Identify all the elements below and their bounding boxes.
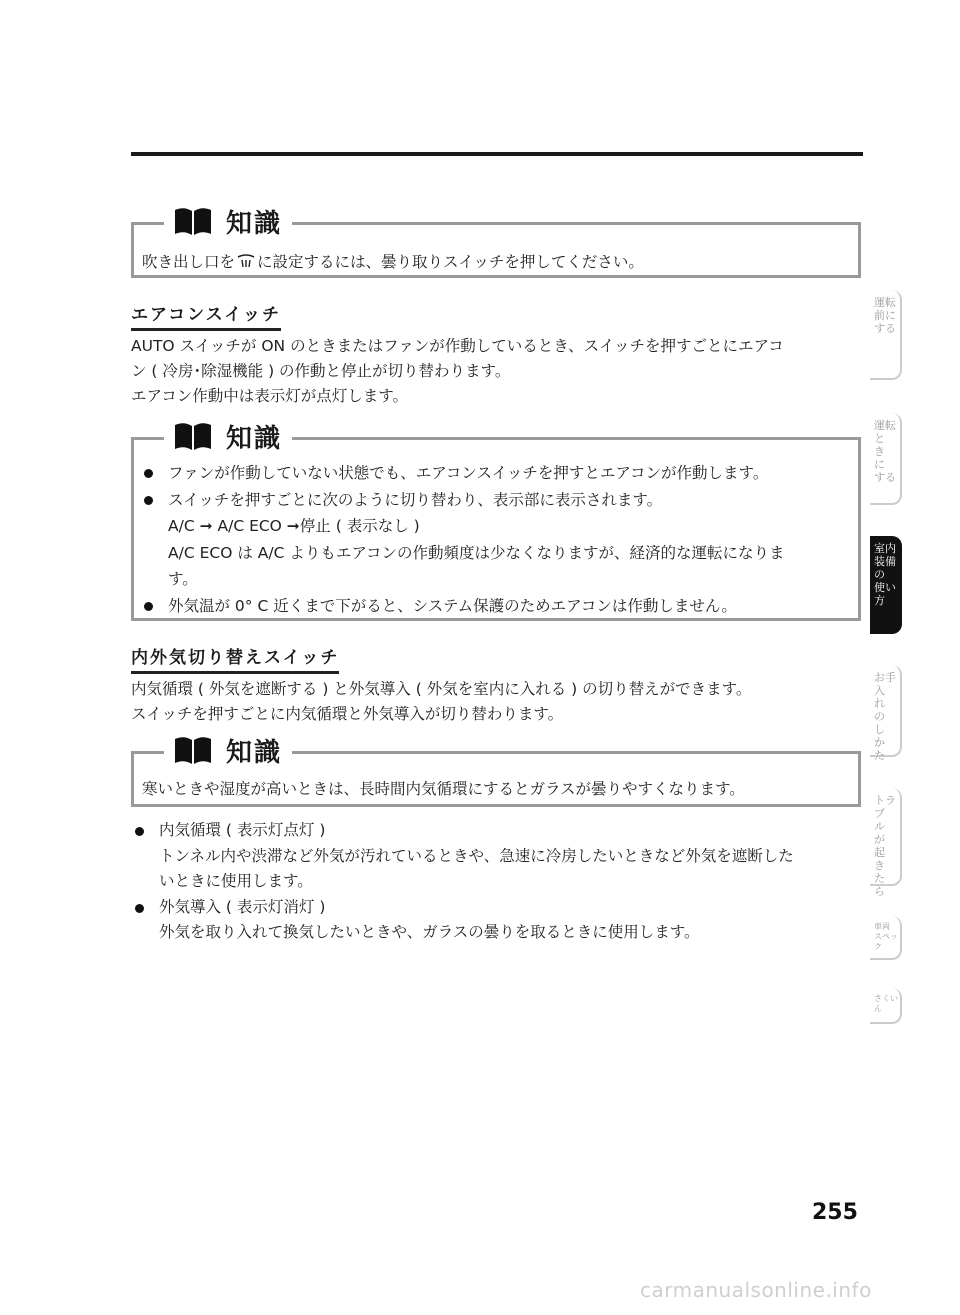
- mode-bullet: [131, 895, 866, 921]
- defroster-icon: [237, 254, 255, 268]
- recirculation-line-2: スイッチを押すごとに内気循環と外気導入が切り替わります。: [131, 705, 564, 723]
- tab-label: 車両 スペック: [874, 922, 898, 951]
- page-number: 255: [812, 1200, 858, 1225]
- section-heading-recirculation-switch: 内外気切り替えスイッチ: [131, 643, 339, 674]
- open-book-icon: [174, 206, 212, 236]
- bullet-dot: [135, 904, 144, 913]
- knowledge-bullet: [140, 593, 855, 620]
- tab-label: トラブ ル が 起 き た ら: [874, 794, 896, 898]
- bullet-dot: [144, 469, 153, 478]
- open-book-icon: [174, 735, 212, 765]
- mode-sequence: A/C ➞ A/C ECO ➞停止 ( 表示なし ): [168, 517, 420, 535]
- tab-vehicle-specs[interactable]: [870, 916, 902, 960]
- aircon-line-3: エアコン作動中は表示灯が点灯します。: [131, 387, 408, 405]
- bullet-text: 内気循環 ( 表示灯点灯 ): [159, 821, 326, 839]
- tab-before-driving[interactable]: [870, 290, 902, 380]
- eco-note-line-1: A/C ECO は A/C よりもエアコンの作動頻度は少なくなりますが、経済的な運転になりま: [168, 543, 785, 562]
- tab-label: さくいん: [874, 994, 898, 1013]
- tab-while-driving[interactable]: [870, 413, 902, 505]
- tab-label: 室内 装備 の 使い 方: [874, 542, 896, 607]
- tab-maintenance[interactable]: [870, 665, 902, 762]
- recirculation-line-1: 内気循環 ( 外気を遮断する ) と外気導入 ( 外気を室内に入れる ) の切り替えができます。: [131, 680, 752, 698]
- knowledge-text-b: に設定するには、曇り取りスイッチを押してください。: [257, 253, 644, 271]
- open-book-icon: [174, 421, 212, 451]
- knowledge-header: [164, 199, 292, 243]
- bullet-text: ファンが作動していない状態でも、エアコンスイッチを押すとエアコンが作動します。: [168, 464, 769, 482]
- tab-interior-equipment[interactable]: [870, 536, 902, 634]
- tab-label: お手 入 れ の し か た: [874, 671, 896, 762]
- aircon-line-2: ン ( 冷房･除湿機能 ) の作動と停止が切り替わります。: [131, 362, 511, 380]
- knowledge-bullet: [140, 487, 855, 514]
- recirculation-modes: [131, 818, 866, 946]
- aircon-description: [131, 334, 866, 409]
- mode-description: トンネル内や渋滞など外気が汚れているときや、急速に冷房したいときなど外気を遮断した: [159, 846, 794, 865]
- eco-note-line-2: す。: [168, 570, 198, 588]
- bullet-dot: [144, 602, 153, 611]
- knowledge-box-3: [131, 737, 861, 807]
- bullet-dot: [144, 496, 153, 505]
- knowledge-header: [164, 728, 292, 772]
- knowledge-title: 知識: [226, 737, 283, 768]
- tab-index[interactable]: [870, 988, 902, 1024]
- tab-label: 運転と き に する: [874, 419, 896, 484]
- bullet-text: 外気導入 ( 表示灯消灯 ): [159, 897, 326, 916]
- watermark: carmanualsonline.info: [640, 1278, 872, 1302]
- knowledge-text: 寒いときや湿度が高いときは、長時間内気循環にするとガラスが曇りやすくなります。: [142, 780, 745, 798]
- knowledge-title: 知識: [226, 208, 283, 239]
- mode-bullet: [131, 818, 866, 844]
- header-rule: [131, 152, 863, 156]
- bullet-dot: [135, 827, 144, 836]
- tab-label: 運転前に する: [874, 296, 896, 335]
- bullet-text: スイッチを押すごとに次のように切り替わり、表示部に表示されます。: [168, 490, 663, 509]
- knowledge-text-a: 吹き出し口を: [142, 253, 236, 271]
- tab-troubleshooting[interactable]: [870, 788, 902, 898]
- knowledge-bullet: [140, 460, 855, 487]
- knowledge-box-1: [131, 208, 861, 278]
- section-heading-aircon-switch: エアコンスイッチ: [131, 300, 281, 331]
- mode-description: 外気を取り入れて換気したいときや、ガラスの曇りを取るときに使用します。: [159, 923, 700, 941]
- mode-description: いときに使用します。: [159, 872, 313, 890]
- knowledge-box-2: [131, 423, 861, 621]
- recirculation-description: [131, 677, 866, 727]
- knowledge-title: 知識: [226, 423, 283, 454]
- knowledge-header: [164, 414, 292, 458]
- bullet-text: 外気温が 0° C 近くまで下がると、システム保護のためエアコンは作動しません。: [168, 596, 737, 615]
- aircon-line-1: AUTO スイッチが ON のときまたはファンが作動しているとき、スイッチを押すごとにエアコ: [131, 337, 784, 355]
